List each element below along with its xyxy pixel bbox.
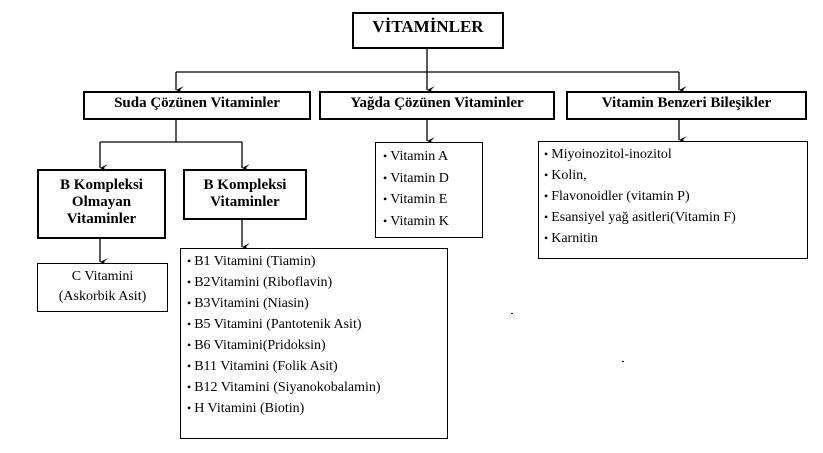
list-item: • B12 Vitamini (Siyanokobalamin) [187,377,447,398]
list-item: • Vitamin D [383,168,482,190]
list-item: • B5 Vitamini (Pantotenik Asit) [187,314,447,335]
non-b-complex-line2: Olmayan [71,194,132,210]
list-item: • Flavonoidler (vitamin P) [544,186,807,207]
list-item: • Vitamin A [383,146,482,168]
list-item: • B11 Vitamini (Folik Asit) [187,356,447,377]
non-b-complex-box [37,169,166,239]
list-item: • B3Vitamini (Niasin) [187,293,447,314]
vitamin-like-list [539,142,807,249]
fat-vitamins-list [376,143,482,232]
vitamin-c-box [37,263,168,312]
vitamin-like-box [566,91,807,120]
title-box [352,12,504,49]
water-soluble-box [83,91,311,120]
list-item: • Esansiyel yağ asitleri(Vitamin F) [544,207,807,228]
vitamin-c-subname: (Askorbik Asit) [58,289,147,304]
non-b-complex-line3: Vitaminler [66,211,137,227]
b-complex-line1: B Kompleksi [203,177,287,193]
vitamin-c-name: C Vitamini [71,269,134,284]
non-b-complex-line1: B Kompleksi [60,177,143,193]
list-item: • Vitamin E [383,189,482,211]
title-text: VİTAMİNLER [372,17,484,36]
vitamin-like-list-box [538,141,808,259]
b-vitamins-list-box [180,248,448,439]
stray-mark [622,361,624,362]
list-item: • Karnitin [544,228,807,249]
stray-mark [511,313,513,314]
list-item: • B1 Vitamini (Tiamin) [187,251,447,272]
fat-soluble-label: Yağda Çözünen Vitaminler [350,95,524,111]
fat-soluble-box [319,91,555,120]
b-complex-line2: Vitaminler [210,194,280,210]
list-item: • B2Vitamini (Riboflavin) [187,272,447,293]
fat-vitamins-list-box [375,142,483,238]
water-soluble-label: Suda Çözünen Vitaminler [114,95,280,111]
b-complex-box [183,169,307,220]
vitamin-like-label: Vitamin Benzeri Bileşikler [601,95,772,111]
list-item: • Miyoinozitol-inozitol [544,144,807,165]
list-item: • Kolin, [544,165,807,186]
b-vitamins-list [181,249,447,419]
list-item: • B6 Vitamini(Pridoksin) [187,335,447,356]
list-item: • Vitamin K [383,211,482,233]
list-item: • H Vitamini (Biotin) [187,398,447,419]
